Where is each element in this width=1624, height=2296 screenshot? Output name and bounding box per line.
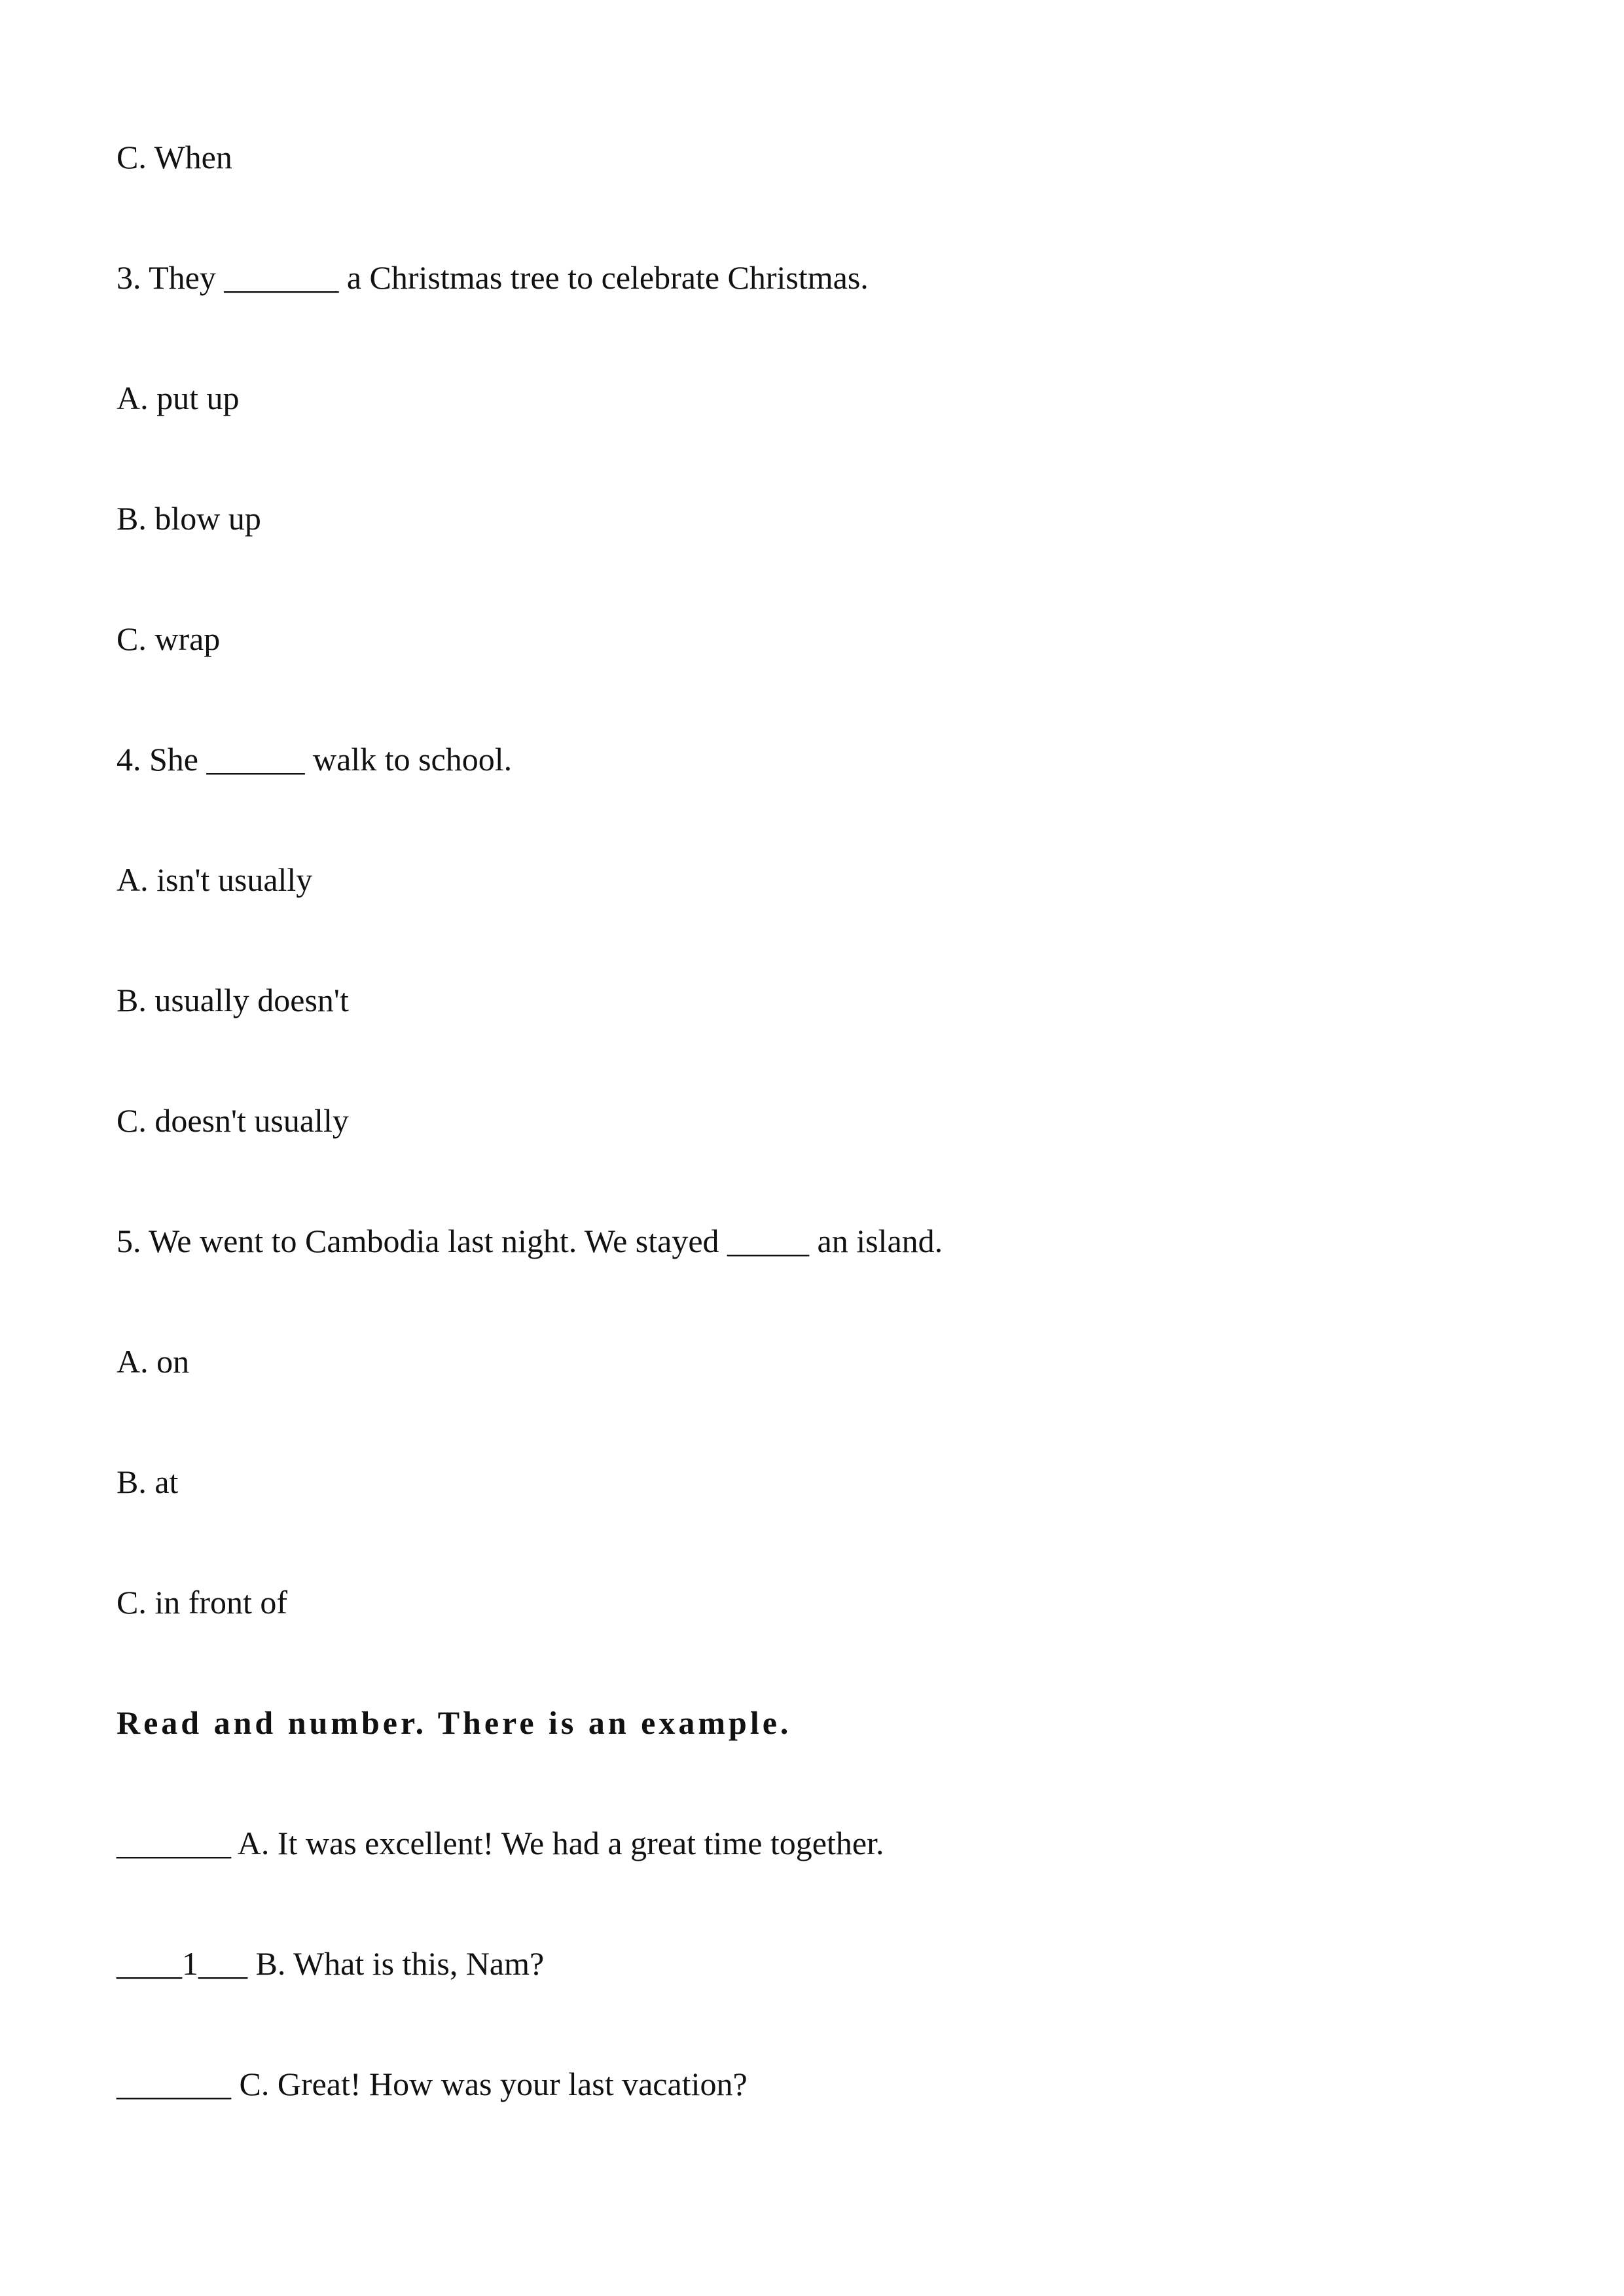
q3-option-c: C. wrap xyxy=(117,620,221,657)
numbering-item-b: ____1___ B. What is this, Nam? xyxy=(117,1945,545,1982)
q2-option-c: C. When xyxy=(117,139,232,175)
numbering-item-a: _______ A. It was excellent! We had a great time together. xyxy=(117,1825,884,1861)
q4-option-b: B. usually doesn't xyxy=(117,982,349,1018)
q3-question: 3. They _______ a Christmas tree to celebrate Christmas. xyxy=(117,259,869,296)
q5-option-c: C. in front of xyxy=(117,1584,288,1621)
q5-option-a: A. on xyxy=(117,1343,190,1380)
numbering-item-c: _______ C. Great! How was your last vacation? xyxy=(117,2066,748,2102)
q4-option-a: A. isn't usually xyxy=(117,861,313,898)
q4-option-c: C. doesn't usually xyxy=(117,1102,349,1139)
q5-option-b: B. at xyxy=(117,1463,179,1500)
q3-option-a: A. put up xyxy=(117,380,240,416)
q5-question: 5. We went to Cambodia last night. We stayed _____ an island. xyxy=(117,1223,943,1259)
section-heading: Read and number. There is an example. xyxy=(117,1704,792,1741)
q4-question: 4. She ______ walk to school. xyxy=(117,741,513,778)
q3-option-b: B. blow up xyxy=(117,500,261,537)
